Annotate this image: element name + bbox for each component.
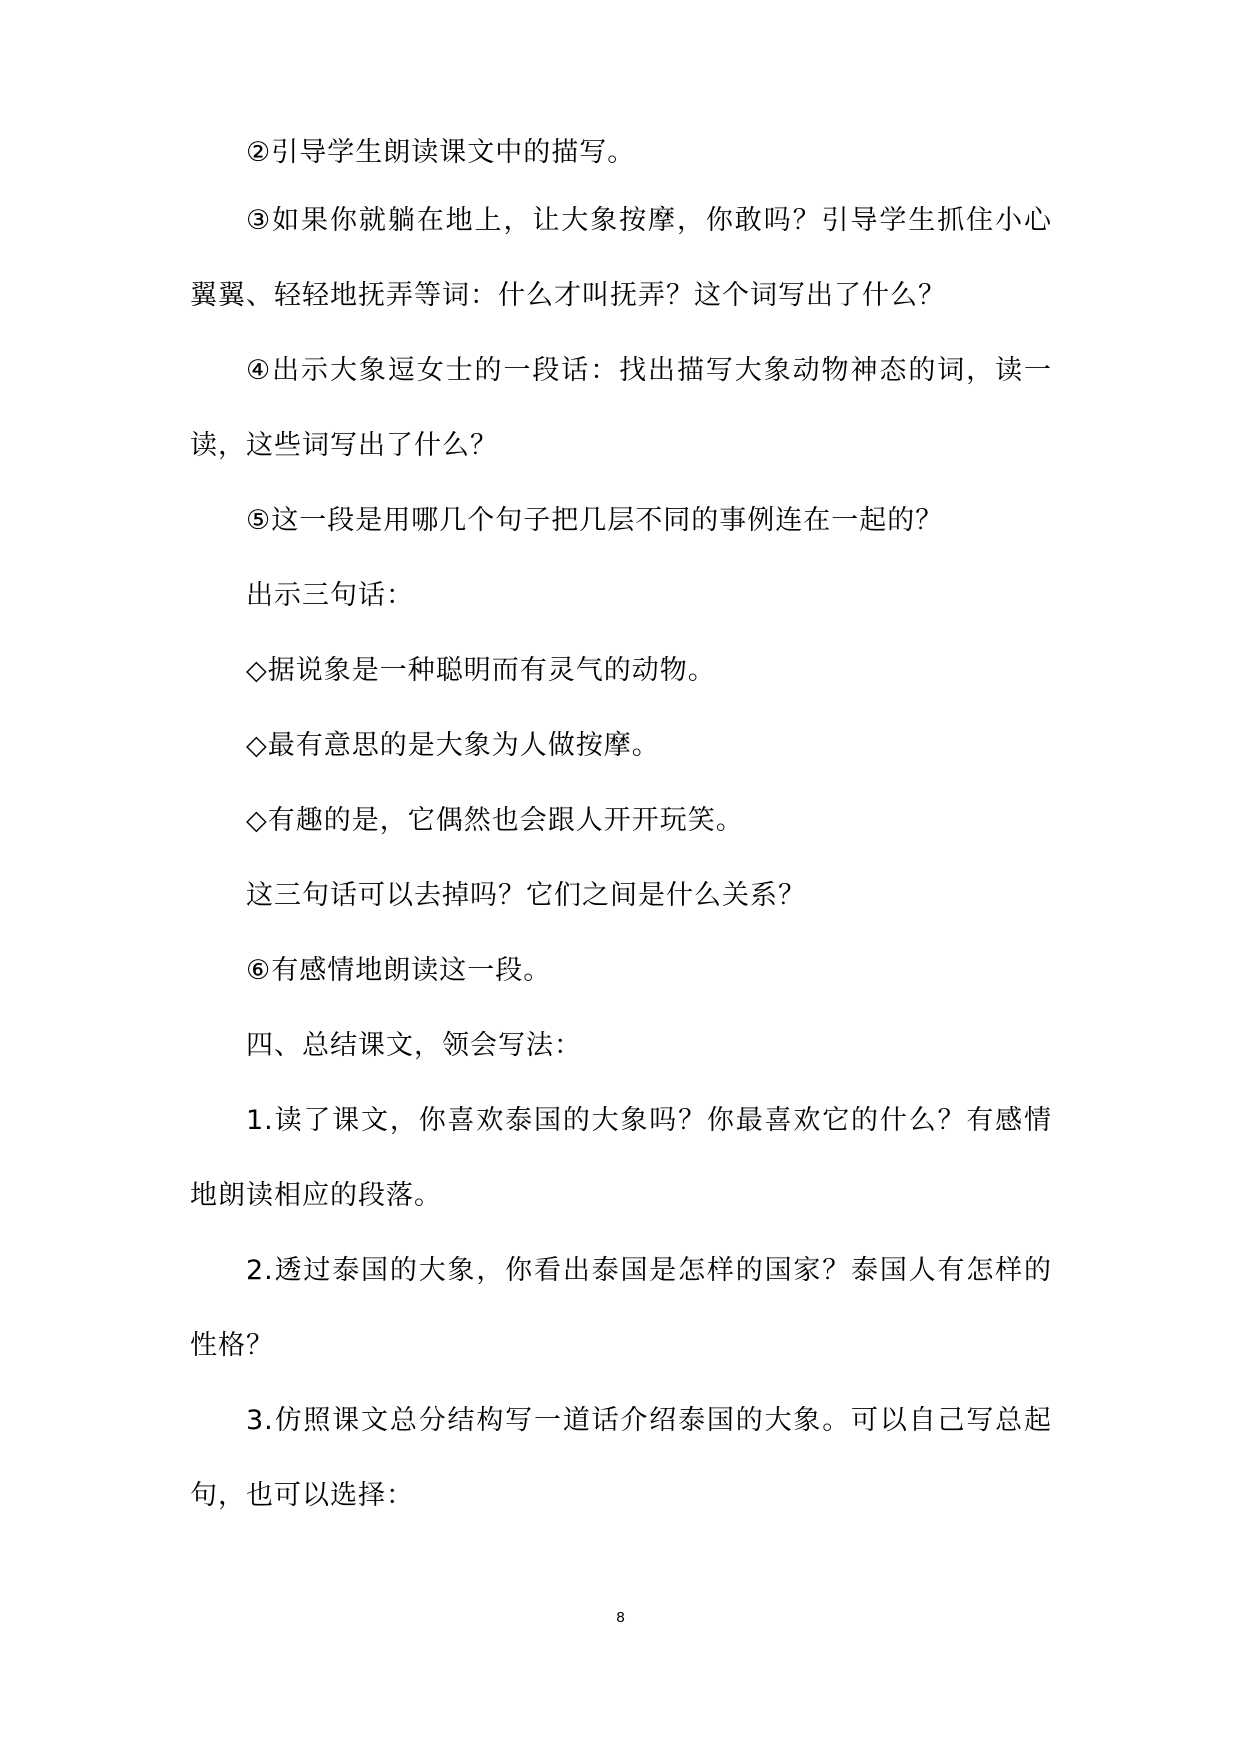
paragraph-sentence-structure: ⑤这一段是用哪几个句子把几层不同的事例连在一起的？ [246, 505, 944, 536]
paragraph-read-description: ②引导学生朗读课文中的描写。 [246, 137, 636, 168]
list-item-sentence-1: ◇据说象是一种聪明而有灵气的动物。 [246, 655, 716, 686]
paragraph-tease-lady: ④出示大象逗女士的一段话：找出描写大象动物神态的词，读一读，这些词写出了什么？ [190, 355, 1052, 461]
paragraph-item-1: 1.读了课文，你喜欢泰国的大象吗？你最喜欢它的什么？有感情地朗读相应的段落。 [190, 1105, 1052, 1211]
paragraph-massage-question: ③如果你就躺在地上，让大象按摩，你敢吗？引导学生抓住小心翼翼、轻轻地抚弄等词：什么才叫抚弄？这个词写出了什么？ [190, 205, 1052, 311]
section-heading-summary: 四、总结课文，领会写法： [246, 1030, 582, 1061]
paragraph-relationship-question: 这三句话可以去掉吗？它们之间是什么关系？ [246, 880, 806, 911]
paragraph-show-three-sentences: 出示三句话： [246, 580, 414, 611]
paragraph-read-with-feeling: ⑥有感情地朗读这一段。 [246, 955, 552, 986]
page-number: 8 [616, 1609, 625, 1626]
paragraph-item-3: 3.仿照课文总分结构写一道话介绍泰国的大象。可以自己写总起句，也可以选择： [190, 1405, 1052, 1511]
list-item-sentence-3: ◇有趣的是，它偶然也会跟人开开玩笑。 [246, 805, 744, 836]
list-item-sentence-2: ◇最有意思的是大象为人做按摩。 [246, 730, 660, 761]
paragraph-item-2: 2.透过泰国的大象，你看出泰国是怎样的国家？泰国人有怎样的性格？ [190, 1255, 1052, 1361]
